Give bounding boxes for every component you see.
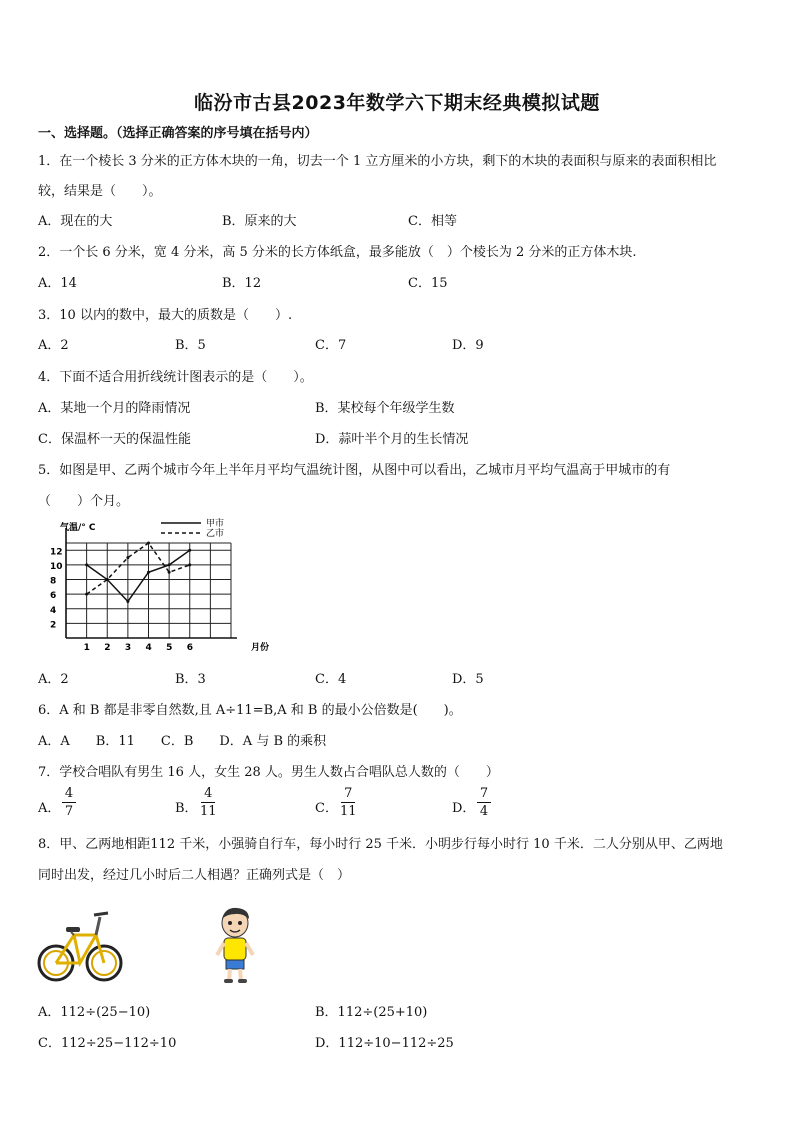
y-tick-label: 12: [50, 547, 63, 558]
data-point: [188, 563, 191, 566]
q8-option-c: C．112÷25−112÷10: [38, 1036, 177, 1051]
x-tick-label: 3: [124, 643, 132, 653]
x-axis-label: 月份: [251, 643, 270, 653]
q5-option-c: C．4: [315, 672, 347, 687]
fraction-denominator: 7: [64, 804, 74, 819]
q1-option-b: B．原来的大: [222, 214, 297, 229]
x-tick-label: 4: [145, 643, 152, 653]
x-tick-label: 1: [83, 643, 90, 653]
fraction-numerator: 4: [64, 786, 74, 801]
data-point: [147, 571, 150, 574]
q8-option-a: A．112÷(25−10): [38, 1005, 151, 1020]
q2-option-b: B．12: [222, 276, 262, 291]
y-axis-label: 气温/° C: [60, 523, 96, 533]
y-tick-label: 8: [50, 576, 57, 587]
data-point: [126, 556, 129, 559]
question-1-text: 1．在一个棱长 3 分米的正方体木块的一角，切去一个 1 立方厘米的小方块，剩下的木块的表面积与原来的表面积相比: [38, 154, 717, 169]
boy-illustration: [213, 905, 257, 985]
q3-option-a: A．2: [38, 338, 69, 353]
temperature-line-chart: [36, 518, 286, 658]
question-6-text: 6．A 和 B 都是非零自然数,且 A÷11=B,A 和 B 的最小公倍数是( )。: [38, 703, 462, 718]
q4-option-d: D．蒜叶半个月的生长情况: [315, 432, 469, 447]
q7-option-a-fraction: [62, 786, 76, 819]
q4-option-a: A．某地一个月的降雨情况: [38, 401, 191, 416]
x-tick-label: 6: [186, 643, 194, 653]
question-5-text-cont: （ ）个月。: [38, 494, 130, 509]
q4-option-c: C．保温杯一天的保温性能: [38, 432, 191, 447]
q7-option-d-label: D．: [452, 801, 476, 816]
data-point: [168, 563, 171, 566]
question-4-text: 4．下面不适合用折线统计图表示的是（ ）。: [38, 370, 313, 385]
q6-options: A．A B．11 C．B D．A 与 B 的乘积: [38, 734, 327, 749]
q3-option-c: C．7: [315, 338, 347, 353]
fraction-numerator: 7: [479, 786, 489, 801]
q3-option-d: D．9: [452, 338, 484, 353]
section-heading: 一、选择题。（选择正确答案的序号填在括号内）: [38, 126, 318, 141]
fraction-denominator: 11: [340, 804, 357, 819]
q2-option-c: C．15: [408, 276, 448, 291]
q8-option-b: B．112÷(25+10): [315, 1005, 428, 1020]
y-tick-label: 2: [50, 620, 57, 631]
data-point: [85, 593, 88, 596]
data-point: [188, 549, 191, 552]
fraction-numerator: 7: [344, 786, 353, 801]
data-point: [147, 542, 150, 545]
fraction-denominator: 4: [479, 804, 489, 819]
q5-option-d: D．5: [452, 672, 484, 687]
y-tick-label: 10: [50, 561, 63, 572]
fraction-denominator: 11: [200, 804, 217, 819]
page-title: 临汾市古县2023年数学六下期末经典模拟试题: [194, 92, 600, 114]
q1-option-c: C．相等: [408, 214, 457, 229]
x-tick-label: 5: [166, 643, 173, 653]
question-8-text-cont: 同时出发，经过几小时后二人相遇？正确列式是（ ）: [38, 868, 351, 883]
q7-option-b-label: B．: [175, 801, 198, 816]
q7-option-a-label: A．: [38, 801, 61, 816]
q7-option-d-fraction: [477, 786, 491, 819]
data-point: [126, 600, 129, 603]
legend-label: 乙市: [206, 529, 225, 539]
bicycle-illustration: [36, 905, 126, 985]
question-7-text: 7．学校合唱队有男生 16 人，女生 28 人。男生人数占合唱队总人数的（ ）: [38, 765, 499, 780]
question-3-text: 3．10 以内的数中，最大的质数是（ ）.: [38, 308, 293, 323]
q5-option-b: B．3: [175, 672, 206, 687]
data-point: [85, 563, 88, 566]
q7-option-c-fraction: [340, 786, 357, 819]
fraction-numerator: 4: [204, 786, 213, 801]
q1-option-a: A．现在的大: [38, 214, 113, 229]
question-5-text: 5．如图是甲、乙两个城市今年上半年月平均气温统计图，从图中可以看出，乙城市月平均气温高于甲城市的有: [38, 463, 671, 478]
data-point: [106, 578, 109, 581]
q7-option-b-fraction: [200, 786, 217, 819]
q2-option-a: A．14: [38, 276, 77, 291]
data-point: [168, 571, 171, 574]
y-tick-label: 4: [50, 605, 57, 616]
q5-option-a: A．2: [38, 672, 69, 687]
q7-option-c-label: C．: [315, 801, 338, 816]
y-tick-label: 6: [50, 591, 57, 602]
legend-label: 甲市: [206, 519, 225, 529]
x-tick-label: 2: [104, 643, 111, 653]
question-1-text-cont: 较，结果是（ ）。: [38, 184, 162, 199]
q4-option-b: B．某校每个年级学生数: [315, 401, 455, 416]
q3-option-b: B．5: [175, 338, 206, 353]
question-2-text: 2．一个长 6 分米，宽 4 分米，高 5 分米的长方体纸盒，最多能放（ ）个棱长为 2 分米的正方体木块.: [38, 245, 637, 260]
question-8-text: 8．甲、乙两地相距112 千米，小强骑自行车，每小时行 25 千米．小明步行每小时行 10 千米．二人分别从甲、乙两地: [38, 837, 723, 852]
q8-option-d: D．112÷10−112÷25: [315, 1036, 454, 1051]
